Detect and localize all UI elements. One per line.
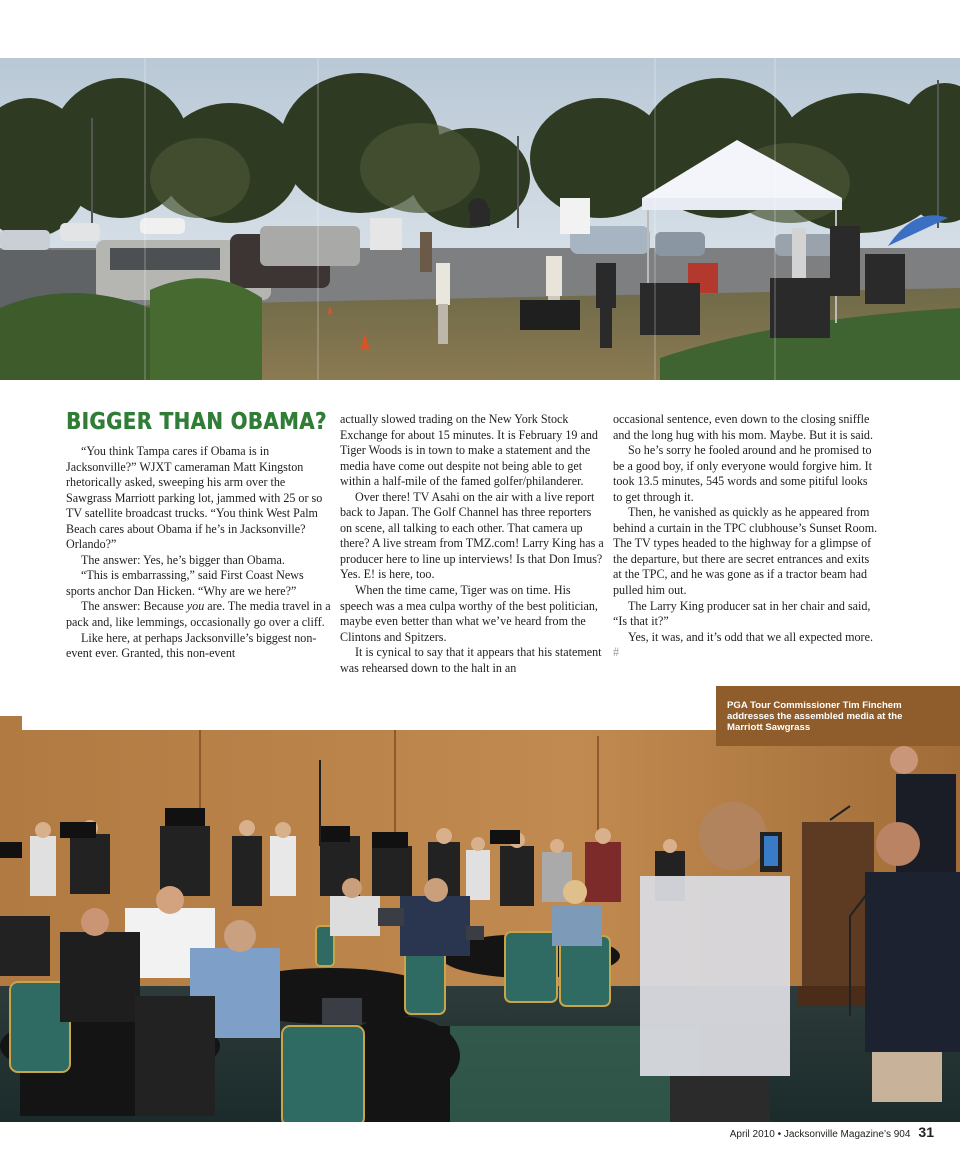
page-footer [730, 1124, 934, 1140]
paragraph: “This is embarrassing,” said First Coast News sports anchor Dan Hicken. “Why are we here?” [66, 568, 304, 598]
headline: BIGGER THAN OBAMA? [66, 409, 327, 435]
paragraph: The Larry King producer sat in her chair and said, “Is that it?” [613, 598, 871, 629]
paragraph: “You think Tampa cares if Obama is in Jacksonville?” WJXT cameraman Matt Kingston rhetorically asked, sweeping his arm over the Sawgrass Marriott parking lot, jammed with 25 or so TV satellite broadcast trucks. “You think West Palm Beach cares about Obama if he’s in Jacksonville? Orlando?” [66, 444, 323, 552]
article-column-3 [613, 412, 879, 661]
photo-caption: PGA Tour Commissioner Tim Finchem addresses the assembled media at the Marriott Sawgrass [727, 700, 903, 733]
paragraph: actually slowed trading on the New York Stock Exchange for about 15 minutes. It is February 19 and Tiger Woods is in town to make a statement and the media have come out despite not being able to get within a half-mile of the famed golfer/philanderer. [340, 412, 598, 489]
paragraph: Over there! TV Asahi on the air with a live report back to Japan. The Golf Channel has three reporters on scene, all talking to each other. That camera up there? A live stream from TMZ.com! Larry King has a producer here to line up interviews! Is that Don Imus? Yes. E! is here, too. [340, 489, 604, 582]
article-column-1 [66, 409, 332, 662]
paragraph: It is cynical to say that it appears that his statement was rehearsed down to the halt in an [340, 645, 602, 675]
paragraph: The answer: Yes, he’s bigger than Obama. [81, 552, 285, 567]
footer-issue-info: April 2010 • Jacksonville Magazine’s 904 [729, 1129, 911, 1140]
paragraph: So he’s sorry he fooled around and he promised to be a good boy, if only everyone would forgive him. It took 13.5 minutes, 545 words and some pitiful looks to get through it. [613, 443, 872, 504]
media-encampment-photo [0, 58, 960, 380]
page-number: 31 [918, 1124, 934, 1140]
paragraph: Like here, at perhaps Jacksonville’s biggest non-event ever. Granted, this non-event [66, 630, 317, 661]
paragraph: Yes, it was, and it’s odd that we all expected more. # [613, 629, 873, 660]
press-conference-photo [0, 686, 960, 1132]
article-column-2 [340, 412, 606, 676]
end-mark: # [613, 645, 620, 660]
paragraph: Then, he vanished as quickly as he appeared from behind a curtain in the TPC clubhouse’s Sunset Room. The TV types headed to the highway for a glimpse of the departure, but there are secret entrances and exits at the TPC, and he was gone as if a tractor beam had pulled him out. [613, 505, 878, 598]
paragraph: The answer: Because you are. The media travel in a pack and, like lemmings, occasionally go over a cliff. [66, 599, 331, 630]
paragraph: occasional sentence, even down to the closing sniffle and the long hug with his mom. Maybe. But it is said. [613, 412, 874, 442]
paragraph: When the time came, Tiger was on time. His speech was a mea culpa worthy of the best politician, maybe even better than what we’ve heard from the Clintons and Spitzers. [340, 583, 598, 644]
